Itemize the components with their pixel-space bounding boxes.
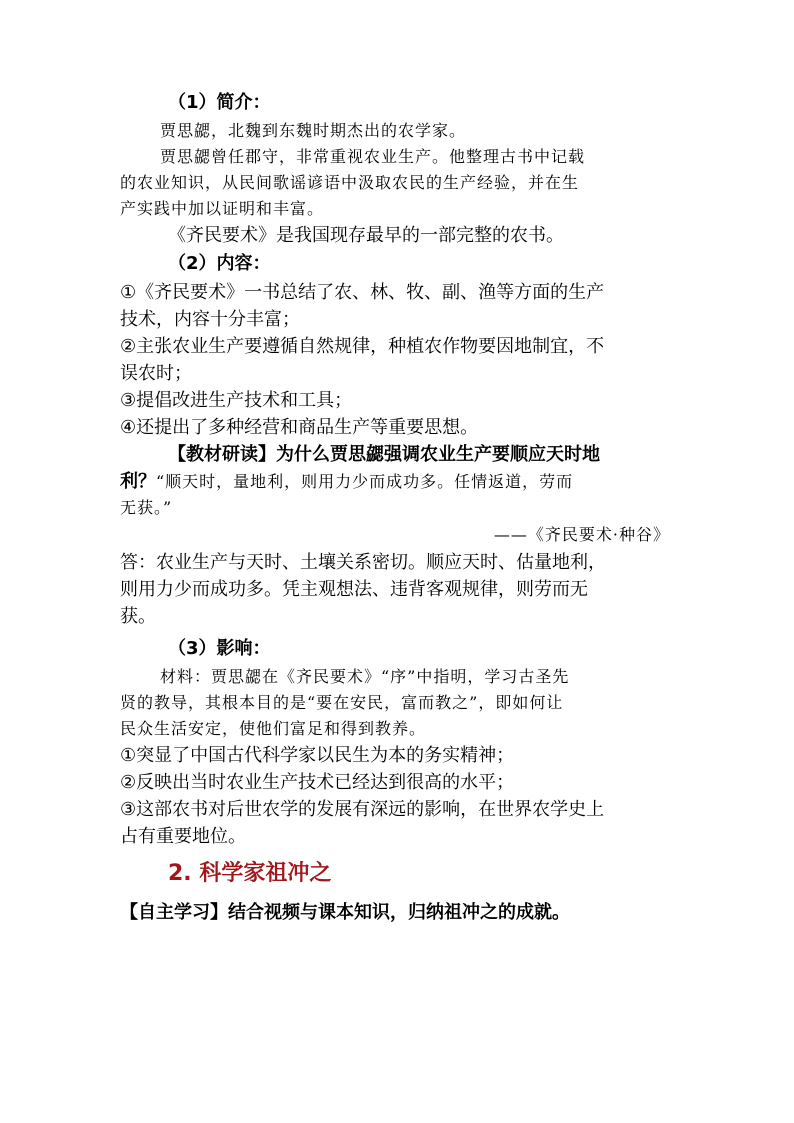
self-study-prompt: 【自主学习】结合视频与课本知识，归纳祖冲之的成就。 (120, 902, 570, 923)
research-tag: 【教材研读】 (168, 444, 276, 465)
content-item-4: ④还提出了多种经营和商品生产等重要思想。 (120, 417, 479, 438)
section-2-title: 2. 科学家祖冲之 (168, 861, 332, 886)
research-question-part-2: 利？ (120, 471, 156, 492)
research-quote-part-1: “顺天时，量地利，则用力少而成功多。任情返道，劳而 (156, 472, 574, 491)
answer-line-3: 获。 (120, 606, 156, 627)
intro-paragraph-1: 贾思勰，北魏到东魏时期杰出的农学家。 (160, 121, 467, 140)
content-item-1-line-2: 技术，内容十分丰富； (120, 309, 300, 330)
impact-item-2: ②反映出当时农业生产技术已经达到很高的水平； (120, 772, 515, 793)
impact-heading: （3）影响： (168, 638, 271, 659)
content-heading: （2）内容： (168, 253, 271, 274)
content-item-1-line-1: ①《齐民要术》一书总结了农、林、牧、副、渔等方面的生产 (120, 282, 605, 303)
intro-paragraph-2-line-1: 贾思勰曾任郡守，非常重视农业生产。他整理古书中记载 (160, 147, 586, 166)
answer-line-1: 答：农业生产与天时、土壤关系密切。顺应天时、估量地利， (120, 552, 606, 573)
content-item-2-line-2: 误农时； (120, 363, 192, 384)
content-item-3: ③提倡改进生产技术和工具； (120, 390, 353, 411)
content-item-2-line-1: ②主张农业生产要遵循自然规律，种植农作物要因地制宜，不 (120, 336, 605, 357)
research-question-line-1 (120, 441, 670, 468)
document-page (120, 88, 670, 930)
material-line-1: 材料：贾思勰在《齐民要术》“序”中指明，学习古圣先 (160, 667, 570, 686)
answer-line-2: 则用力少而成功多。凭主观想法、违背客观规律，则劳而无 (120, 579, 588, 600)
impact-item-3-line-2: 占有重要地位。 (120, 826, 246, 847)
quote-source: ——《齐民要术·种谷》 (493, 525, 670, 544)
impact-item-1: ①突显了中国古代科学家以民生为本的务实精神； (120, 745, 515, 766)
intro-heading: （1）简介： (168, 92, 271, 113)
intro-paragraph-3: 《齐民要术》是我国现存最早的一部完整的农书。 (168, 225, 564, 246)
research-quote-part-2: 无获。” (120, 498, 173, 517)
research-question-part-1: 为什么贾思勰强调农业生产要顺应天时地 (276, 444, 600, 465)
impact-item-3-line-1: ③这部农书对后世农学的发展有深远的影响，在世界农学史上 (120, 799, 605, 820)
material-line-3: 民众生活安定，使他们富足和得到教养。 (120, 719, 427, 738)
intro-paragraph-2-line-3: 产实践中加以证明和丰富。 (120, 199, 325, 218)
material-line-2: 贤的教导，其根本目的是“要在安民，富而教之”，即如何让 (120, 693, 564, 712)
research-question-line-2 (120, 468, 670, 495)
intro-paragraph-2-line-2: 的农业知识，从民间歌谣谚语中汲取农民的生产经验，并在生 (120, 173, 580, 192)
